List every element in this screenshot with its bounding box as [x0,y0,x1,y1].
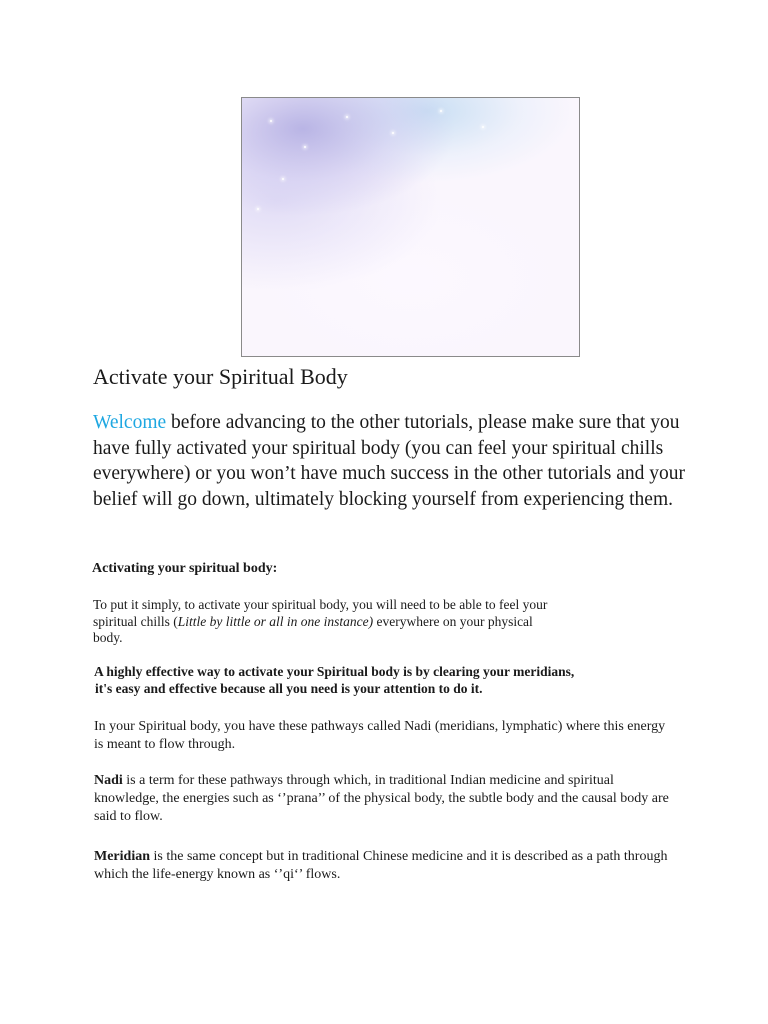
hero-image [241,97,580,357]
pathways-paragraph: In your Spiritual body, you have these pathways called Nadi (meridians, lymphatic) where this energy is meant to flow through. [94,719,666,752]
simple-text-before: To put it simply, to activate your spiritual body, you will need to be able to feel your spiritual chills ( [93,597,548,629]
page-title: Activate your Spiritual Body [93,364,348,389]
nadi-paragraph [94,772,674,826]
sparkle [482,126,484,128]
simple-text-after: everywhere on your physical body. [93,613,533,645]
nadi-text: is a term for these pathways through which, in traditional Indian medicine and spiritual knowledge, the energies such as ‘’prana’’ of the physical body, the subtle body and the causal body are said to flow. [94,773,669,824]
sparkle [346,116,348,118]
sparkle [392,132,394,134]
simple-paragraph [93,597,563,647]
meridian-text: is the same concept but in traditional Chinese medicine and it is described as a path through which the life-energy known as ‘’qi‘’ flows. [94,849,668,882]
sparkle [270,120,272,122]
intro-paragraph [93,410,693,512]
welcome-highlight: Welcome [93,412,167,433]
effective-line-2: it's easy and effective because all you need is your attention to do it. [95,680,483,696]
nadi-term: Nadi [94,773,123,788]
meridian-term: Meridian [94,849,150,864]
sparkle [257,208,259,210]
sparkle [304,146,306,148]
meridian-paragraph [94,848,674,884]
sparkle [440,110,442,112]
intro-text: before advancing to the other tutorials, please make sure that you have fully activated your spiritual body (you can feel your spiritual chills everywhere) or you won’t have much success in the other tutorials and your belief will go down, ultimately blocking yourself from experiencing them. [93,412,686,510]
sparkle [282,178,284,180]
effective-line-1: A highly effective way to activate your Spiritual body is by clearing your meridians, [94,664,575,679]
simple-italic: Little by little or all in one instance) [177,613,374,629]
section-heading: Activating your spiritual body: [92,561,278,576]
effective-paragraph [94,664,574,697]
